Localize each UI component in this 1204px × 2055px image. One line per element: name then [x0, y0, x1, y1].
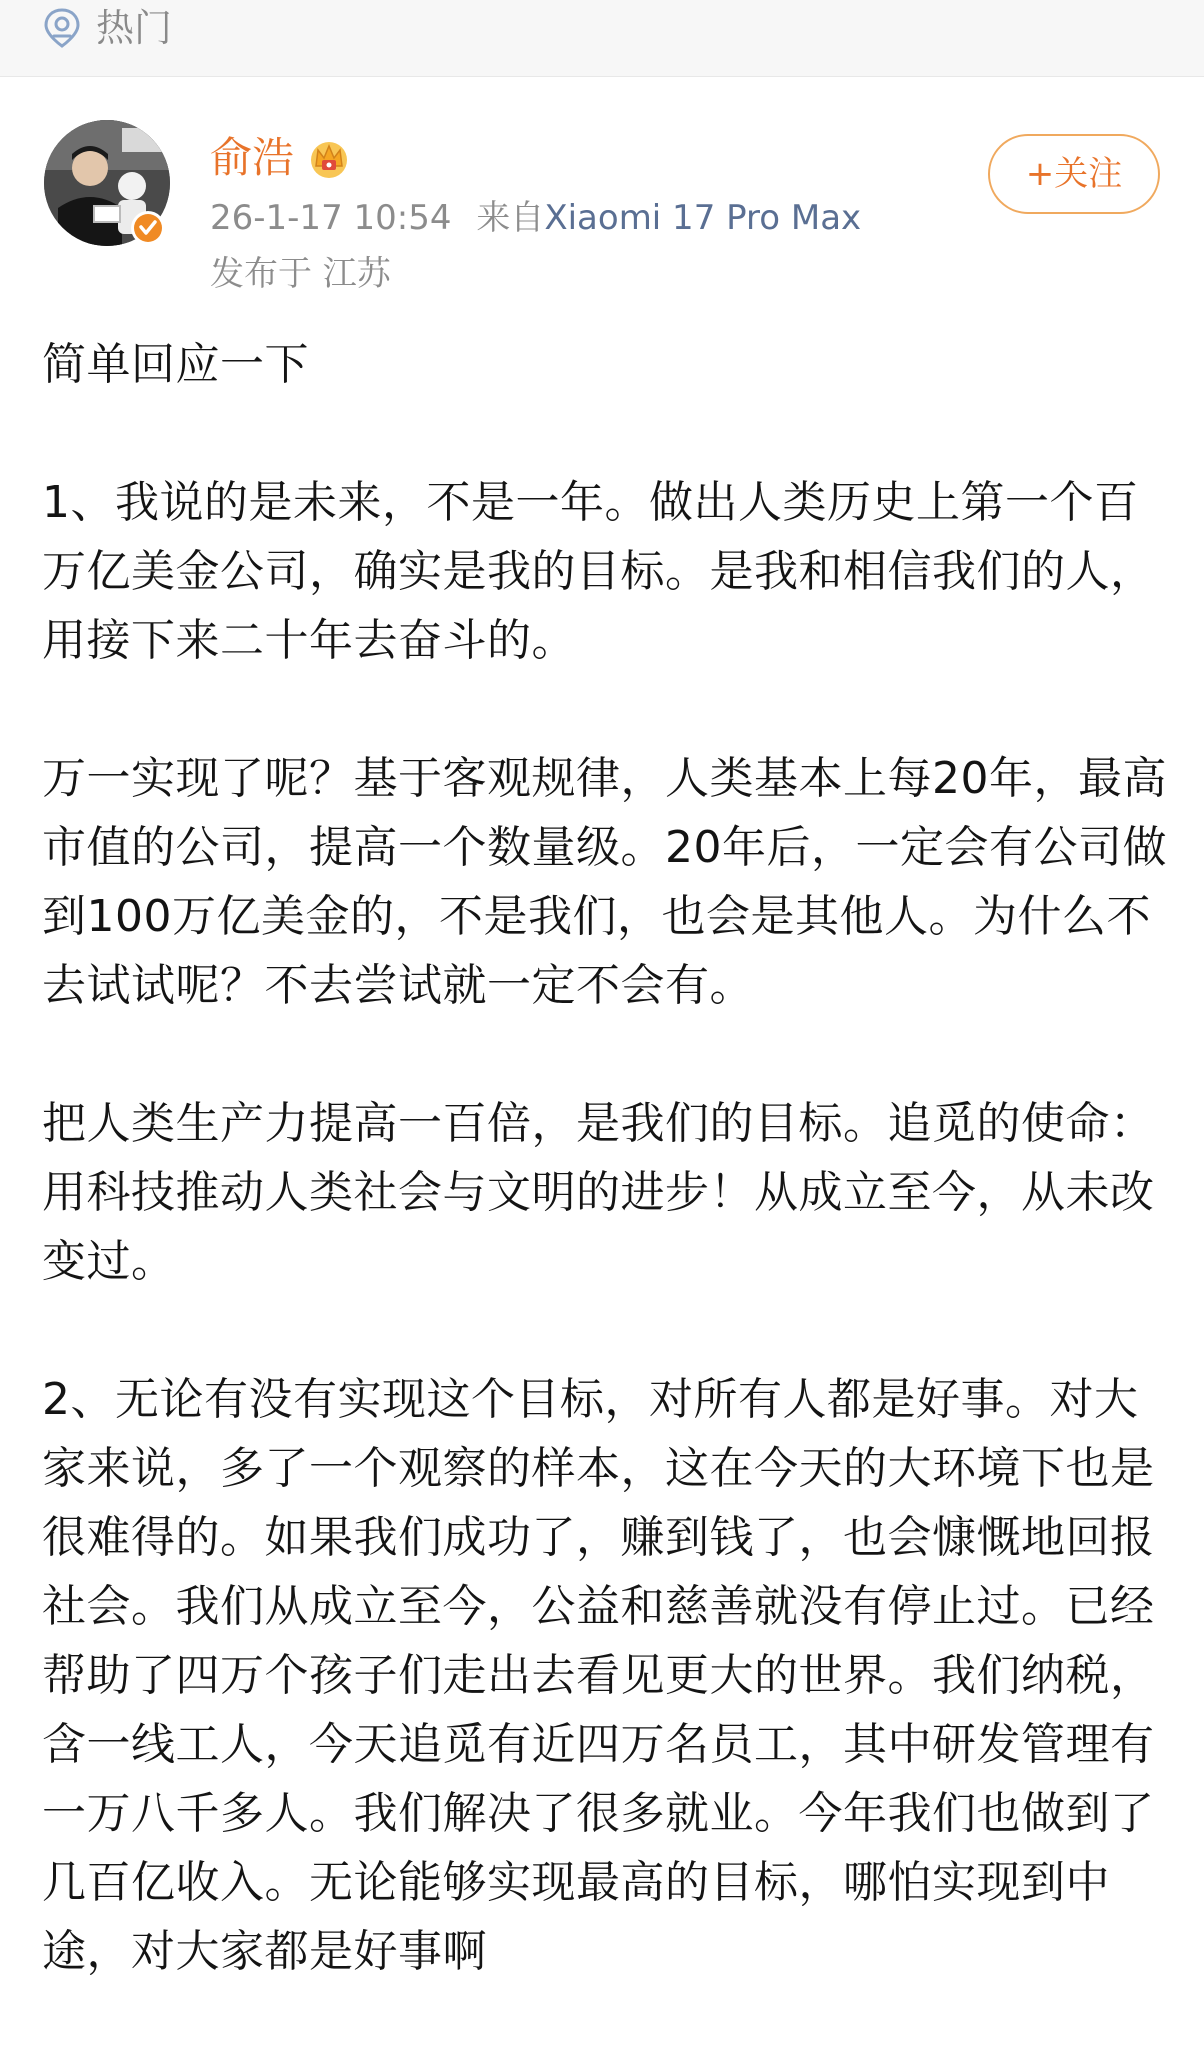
post-paragraph: 1、我说的是未来，不是一年。做出人类历史上第一个百万亿美金公司，确实是我的目标。是我和相信我们的人，用接下来二十年去奋斗的。	[42, 477, 1155, 666]
hot-tab-label[interactable]: 热门	[96, 6, 173, 50]
post-paragraph: 万一实现了呢？基于客观规律，人类基本上每20年，最高市值的公司，提高一个数量级。20年后，一定会有公司做到100万亿美金的，不是我们，也会是其他人。为什么不去试试呢？不去尝试就一定不会有。	[42, 753, 1167, 1011]
post-paragraph: 2、无论有没有实现这个目标，对所有人都是好事。对大家来说，多了一个观察的样本，这在今天的大环境下也是很难得的。如果我们成功了，赚到钱了，也会慷慨地回报社会。我们从成立至今，公益和慈善就没有停止过。已经帮助了四万个孩子们走出去看见更大的世界。我们纳税，含一线工人，今天追觅有近四万名员工，其中研发管理有一万八千多人。我们解决了很多就业。今年我们也做到了几百亿收入。无论能够实现最高的目标，哪怕实现到中途，对大家都是好事啊	[42, 1374, 1155, 1977]
author-name[interactable]: 俞浩	[210, 133, 295, 182]
post-body	[42, 330, 1172, 2055]
post-meta	[210, 196, 861, 240]
hot-topic-icon	[40, 6, 84, 50]
post-paragraph: 简单回应一下	[42, 339, 309, 390]
post-location: 发布于 江苏	[210, 254, 391, 294]
top-bar	[0, 0, 1204, 77]
from-label: 来自	[476, 198, 545, 238]
follow-button[interactable]: +关注	[988, 134, 1160, 214]
post-timestamp: 26-1-17 10:54	[210, 198, 452, 238]
crown-vip-icon	[306, 136, 352, 180]
post-paragraph: 把人类生产力提高一百倍，是我们的目标。追觅的使命：用科技推动人类社会与文明的进步！从成立至今，从未改变过。	[42, 1098, 1155, 1287]
device-link[interactable]: Xiaomi 17 Pro Max	[544, 198, 862, 238]
verified-orange-icon	[130, 210, 166, 246]
